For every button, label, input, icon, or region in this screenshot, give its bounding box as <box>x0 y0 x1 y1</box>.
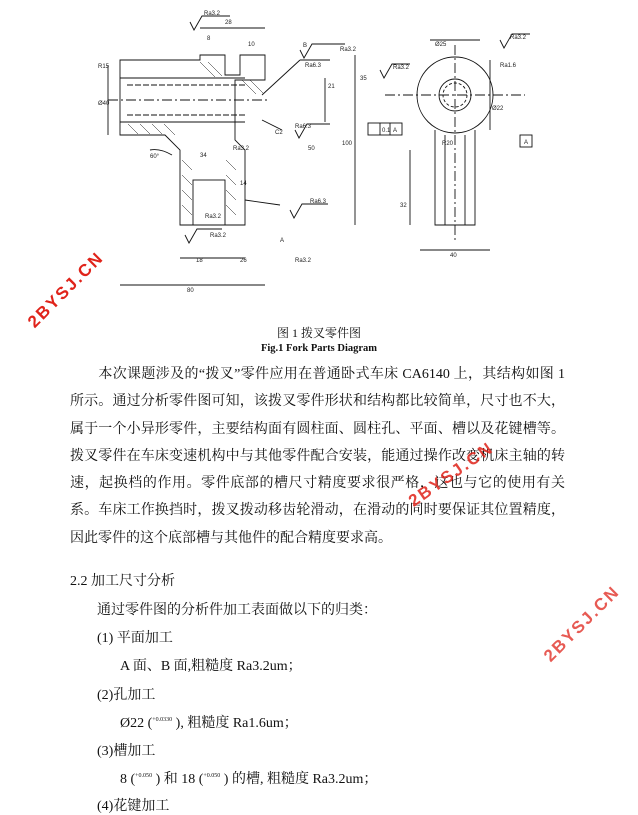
figure-caption-cn: 图 1 拨叉零件图 <box>276 326 361 340</box>
dim-ra32-slot: Ra3.2 <box>205 214 222 220</box>
dim-ra63-a: Ra6.3 <box>305 63 322 69</box>
item-3-c: ) 的槽, 粗糙度 Ra3.2um； <box>220 772 378 787</box>
dim-phi22: Ø22 <box>492 106 504 112</box>
dim-80: 80 <box>187 288 194 294</box>
item-3-a: 8 ( <box>120 772 136 787</box>
dim-100: 100 <box>342 141 353 147</box>
watermark-right: 2BYSJ.CN <box>540 581 624 666</box>
dim-ra32-a: Ra3.2 <box>295 258 312 264</box>
watermark-left: 2BYSJ.CN <box>24 247 108 332</box>
dim-14: 14 <box>240 181 247 187</box>
dim-35: 35 <box>360 76 367 82</box>
dim-tolerance: 0.1 <box>382 128 391 134</box>
item-2-tolerance-zero: 0 <box>169 717 173 723</box>
dim-datum-a: A <box>393 128 398 134</box>
item-3-tolerance-zero-a: 0 <box>149 773 153 779</box>
dim-50: 50 <box>308 146 315 152</box>
item-2-detail <box>120 712 298 732</box>
dim-ra32-top: Ra3.2 <box>204 11 221 17</box>
item-2-tolerance: +0.033 <box>152 717 170 723</box>
dim-r20: R20 <box>442 141 454 147</box>
body-paragraph-text: 本次课题涉及的“拨叉”零件应用在普通卧式车床 CA6140 上，其结构如图 1 所示。通过分析零件图可知，该拨叉零件形状和结构都比较简单，尺寸也不大，属于一个小异形零件，主要结构面有圆柱面、圆柱孔、平面、槽以及花键槽等。拨叉零件在车床变速机构中与其他零件配合安装，能通过操作改变机床主轴的转速，起换档的作用。零件底部的槽尺寸精度要求很严格，这也与它的使用有关系。车床工作换挡时，拨叉拨动移齿轮滑动，在滑动的同时要保证其位置精度，因此零件的这个底部槽与其他件的配合精度要求高。 <box>70 367 565 546</box>
item-4-heading: (4)花键加工 <box>97 799 170 814</box>
dim-21: 21 <box>328 84 335 90</box>
dim-ra16: Ra1.6 <box>500 63 517 69</box>
dim-26: 26 <box>240 258 247 264</box>
dim-phi25: Ø25 <box>435 42 447 48</box>
dim-40: 40 <box>450 253 457 259</box>
dim-60deg: 60° <box>150 154 160 160</box>
dim-34: 34 <box>200 153 207 159</box>
item-2-suffix: ), 粗糙度 Ra1.6um； <box>172 716 298 731</box>
dim-ra32-right: Ra3.2 <box>510 35 527 41</box>
dim-ra32-bottom: Ra3.2 <box>210 233 227 239</box>
dim-ra32-mid: Ra3.2 <box>233 146 250 152</box>
dim-32: 32 <box>400 203 407 209</box>
item-3-tolerance-a: +0.05 <box>135 773 150 779</box>
dim-ra32-left: Ra3.2 <box>393 65 410 71</box>
dim-datum-box: A <box>524 140 529 146</box>
watermark-center: 2BYSJ.CN <box>405 438 498 511</box>
item-3-detail <box>120 768 377 788</box>
dim-b-label: B <box>303 43 308 49</box>
item-3-b: ) 和 18 ( <box>152 772 204 787</box>
section-intro: 通过零件图的分析件加工表面做以下的归类： <box>97 603 377 618</box>
item-1-heading: (1) 平面加工 <box>97 631 173 646</box>
dim-28: 28 <box>225 20 232 26</box>
dim-a-label: A <box>280 238 285 244</box>
item-3-tolerance-zero-b: 0 <box>217 773 221 779</box>
item-2-heading: (2)孔加工 <box>97 688 156 703</box>
item-1-detail: A 面、B 面,粗糙度 Ra3.2um； <box>120 659 302 674</box>
dim-8: 8 <box>207 36 211 42</box>
dim-ra63-c: Ra6.3 <box>310 199 327 205</box>
figure-caption-en: Fig.1 Fork Parts Diagram <box>260 343 378 354</box>
dim-18: 18 <box>196 258 203 264</box>
section-heading: 2.2 加工尺寸分析 <box>70 574 175 589</box>
dim-phi40: Ø40 <box>98 101 110 107</box>
dim-10: 10 <box>248 42 255 48</box>
item-3-heading: (3)槽加工 <box>97 744 156 759</box>
item-2-prefix: Ø22 ( <box>120 716 153 731</box>
dim-ra63-b: Ra6.3 <box>295 124 312 130</box>
item-3-tolerance-b: +0.05 <box>203 773 218 779</box>
dim-r15: R15 <box>98 64 110 70</box>
dim-c2: C2 <box>275 130 283 136</box>
dim-ra32-b: Ra3.2 <box>340 47 357 53</box>
